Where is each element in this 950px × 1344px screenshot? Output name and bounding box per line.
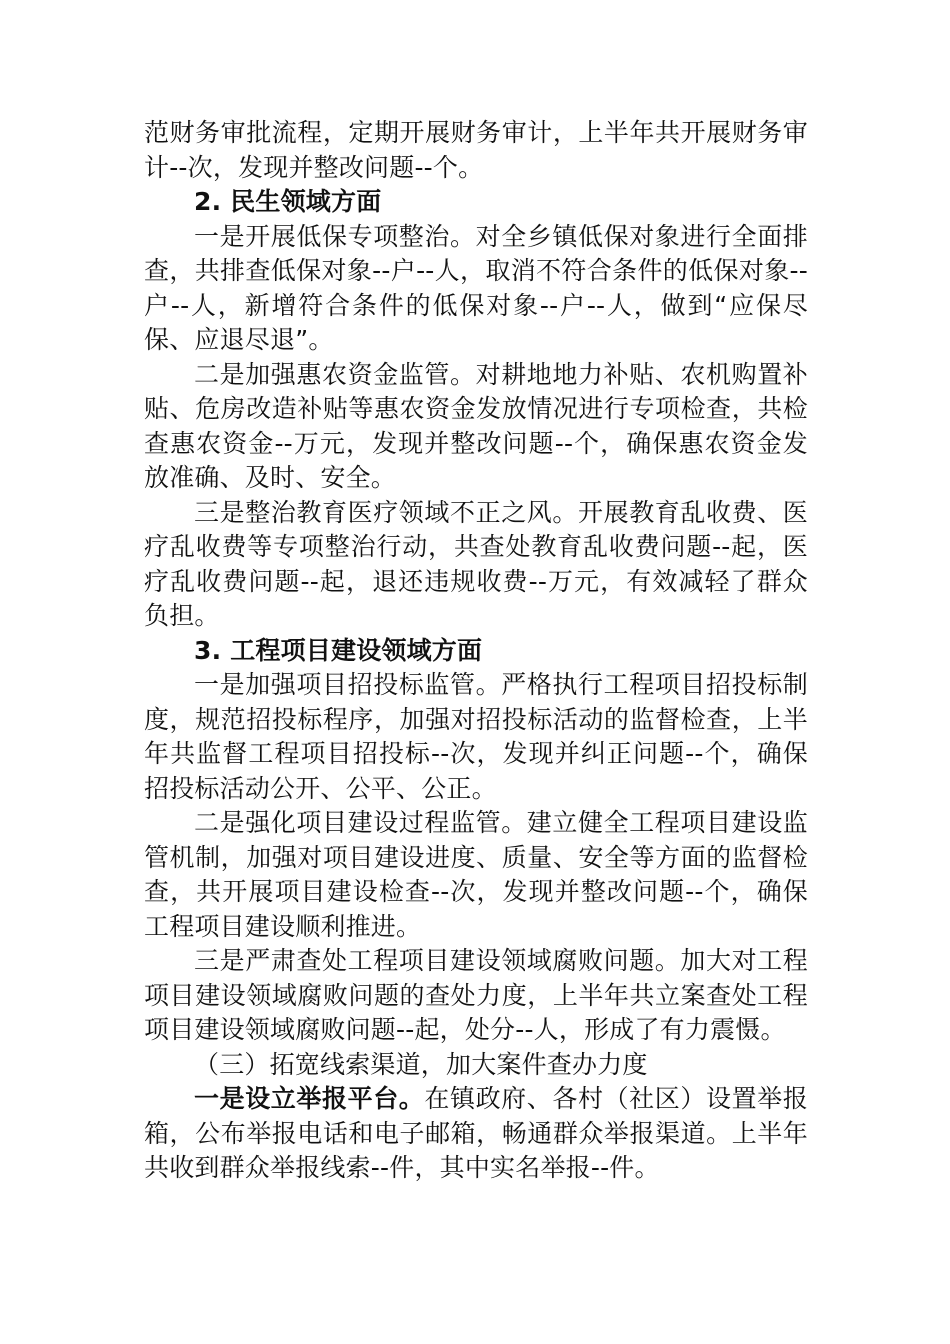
section-heading-clue-channels: （三）拓宽线索渠道，加大案件查办力度 — [194, 1049, 648, 1079]
paragraph-reporting-platform — [144, 1082, 808, 1186]
paragraph-education-medical: 三是整治教育医疗领域不正之风。开展教育乱收费、医疗乱收费等专项整治行动，共查处教育乱收费问题--起，医疗乱收费问题--起，退还违规收费--万元，有效减轻了群众负担。 — [144, 497, 808, 630]
lead-phrase: 一是设立举报平台。 — [194, 1084, 425, 1113]
paragraph-construction-process: 二是强化项目建设过程监管。建立健全工程项目建设监管机制，加强对项目建设进度、质量、安全等方面的监督检查，共开展项目建设检查--次，发现并整改问题--个，确保工程项目建设顺利推进。 — [144, 808, 808, 941]
section-heading-engineering: 3. 工程项目建设领域方面 — [194, 635, 483, 665]
paragraph-subsistence-allowance: 一是开展低保专项整治。对全乡镇低保对象进行全面排查，共排查低保对象--户--人，取消不符合条件的低保对象--户--人，新增符合条件的低保对象--户--人，做到“应保尽保、应退尽退”。 — [144, 221, 808, 354]
paragraph-corruption-investigation: 三是严肃查处工程项目建设领域腐败问题。加大对工程项目建设领域腐败问题的查处力度，上半年共立案查处工程项目建设领域腐败问题--起，处分--人，形成了有力震慑。 — [144, 946, 808, 1044]
paragraph-bidding-supervision: 一是加强项目招投标监管。严格执行工程项目招投标制度，规范招投标程序，加强对招投标活动的监督检查，上半年共监督工程项目招投标--次，发现并纠正问题--个，确保招投标活动公开、公平、公正。 — [144, 670, 808, 803]
section-heading-livelihood: 2. 民生领域方面 — [194, 187, 382, 216]
paragraph-agricultural-funds: 二是加强惠农资金监管。对耕地地力补贴、农机购置补贴、危房改造补贴等惠农资金发放情况进行专项检查，共检查惠农资金--万元，发现并整改问题--个，确保惠农资金发放准确、及时、安全。 — [144, 359, 808, 492]
document-body — [144, 116, 808, 1186]
paragraph-reporting-platform-text: 在镇政府、各村（社区）设置举报箱，公布举报电话和电子邮箱，畅通群众举报渠道。上半年共收到群众举报线索--件，其中实名举报--件。 — [144, 1084, 808, 1182]
paragraph-financial-audit: 范财务审批流程，定期开展财务审计，上半年共开展财务审计--次，发现并整改问题--个。 — [144, 118, 808, 182]
